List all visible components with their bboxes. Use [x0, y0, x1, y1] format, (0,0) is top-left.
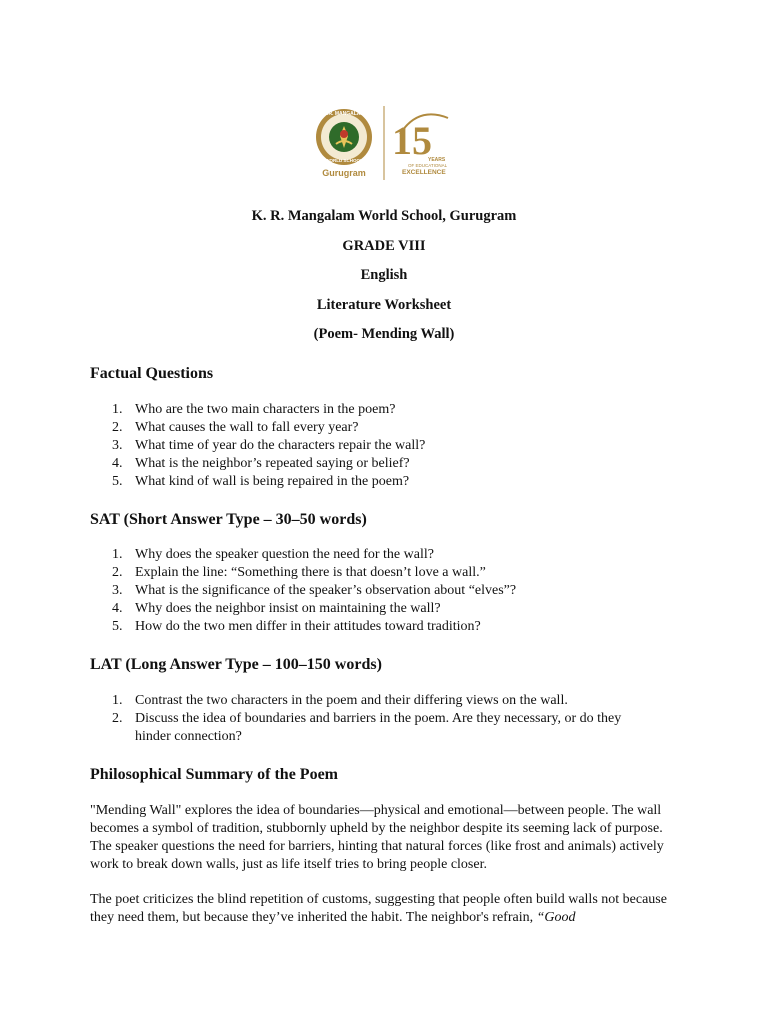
- sat-heading: SAT (Short Answer Type – 30–50 words): [90, 511, 367, 528]
- poem-title: (Poem- Mending Wall): [313, 326, 455, 342]
- factual-heading: Factual Questions: [90, 365, 214, 382]
- list-item: 4. What is the neighbor’s repeated saying or belief?: [112, 456, 410, 471]
- list-item: 5. How do the two men differ in their attitudes toward tradition?: [112, 619, 481, 634]
- logo-location: Gurugram: [322, 168, 366, 178]
- seal-text-top: K.R. MANGALAM: [323, 111, 365, 117]
- summary-paragraph-1: "Mending Wall" explores the idea of boundaries—physical and emotional—between people. The wall becomes a symbol of tradition, stubbornly upheld by the neighbor despite its seeming lack of purpose. The speaker questions the need for barriers, hinting that natural forces (like frost and animals) actively work to break down walls, just as life itself tries to bring people closer.: [90, 803, 664, 872]
- summary-paragraph-2: The poet criticizes the blind repetition of customs, suggesting that people often build walls not because they need them, but because they’ve inherited the habit. The neighbor's refrain, “Good: [90, 892, 667, 925]
- school-logo: [314, 104, 456, 184]
- factual-list: [90, 401, 690, 491]
- subject-title: English: [360, 267, 408, 283]
- sat-list: [90, 546, 690, 636]
- list-item: 3. What is the significance of the speaker’s observation about “elves”?: [112, 583, 517, 598]
- refrain-quote: “Good: [536, 910, 576, 925]
- lat-list: [90, 692, 650, 746]
- list-item: 2. Explain the line: “Something there is that doesn’t love a wall.”: [112, 565, 486, 580]
- worksheet-title: Literature Worksheet: [316, 297, 452, 313]
- list-item: 4. Why does the neighbor insist on maintaining the wall?: [112, 601, 441, 616]
- anniversary-years: YEARS: [428, 157, 446, 163]
- lat-heading: LAT (Long Answer Type – 100–150 words): [90, 656, 382, 673]
- list-item: 5. What kind of wall is being repaired in the poem?: [112, 474, 410, 489]
- grade-title: GRADE VIII: [342, 238, 426, 254]
- summary-heading: Philosophical Summary of the Poem: [90, 766, 338, 783]
- anniversary-excellence: EXCELLENCE: [402, 169, 446, 176]
- school-name: K. R. Mangalam World School, Gurugram: [251, 208, 517, 224]
- anniversary-number: 15: [392, 118, 432, 163]
- list-item: 2. Discuss the idea of boundaries and barriers in the poem. Are they necessary, or do they hinder connection?: [112, 711, 622, 744]
- list-item: 3. What time of year do the characters repair the wall?: [112, 438, 426, 453]
- anniversary-tagline: OF EDUCATIONAL: [408, 163, 448, 168]
- list-item: 1. Contrast the two characters in the poem and their differing views on the wall.: [112, 693, 568, 708]
- list-item: 1. Who are the two main characters in the poem?: [112, 402, 396, 417]
- list-item: 2. What causes the wall to fall every year?: [112, 420, 359, 435]
- seal-text-bottom: WORLD SCHOOL: [325, 158, 363, 163]
- list-item: 1. Why does the speaker question the need for the wall?: [112, 547, 434, 562]
